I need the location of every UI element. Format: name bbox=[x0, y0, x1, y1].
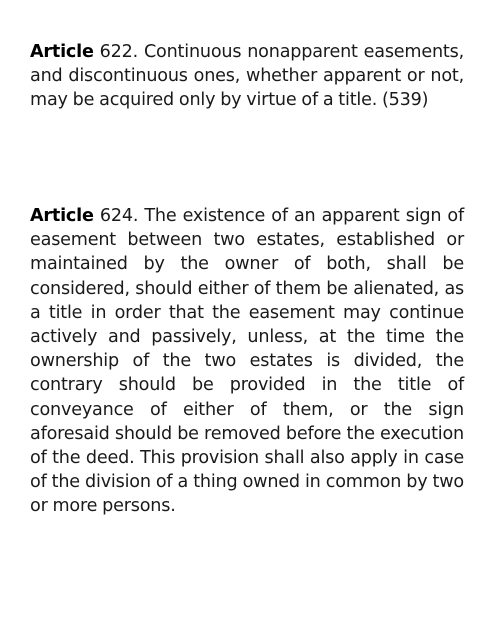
article-number: 624. bbox=[99, 206, 139, 226]
article-label: Article bbox=[30, 206, 94, 226]
article-number: 622. bbox=[99, 42, 139, 62]
article-label: Article bbox=[30, 42, 94, 62]
article-624-paragraph bbox=[30, 204, 464, 519]
article-text: Continuous nonapparent easements, and discontinuous ones, whether apparent or not, may be acquired only by virtue of a title. (539) bbox=[30, 42, 464, 111]
article-622-paragraph bbox=[30, 40, 464, 113]
article-text: The existence of an apparent sign of easement between two estates, established or maintained by the owner of both, shall be considered, should either of them be alienated, as a title in order that the easement may continue actively and passively, unless, at the time the ownership of the two estates is divided, the contrary should be provided in the title of conveyance of either of them, or the sign aforesaid should be removed before the execution of the deed. This provision shall also apply in case of the division of a thing owned in common by two or more persons. bbox=[30, 206, 464, 517]
